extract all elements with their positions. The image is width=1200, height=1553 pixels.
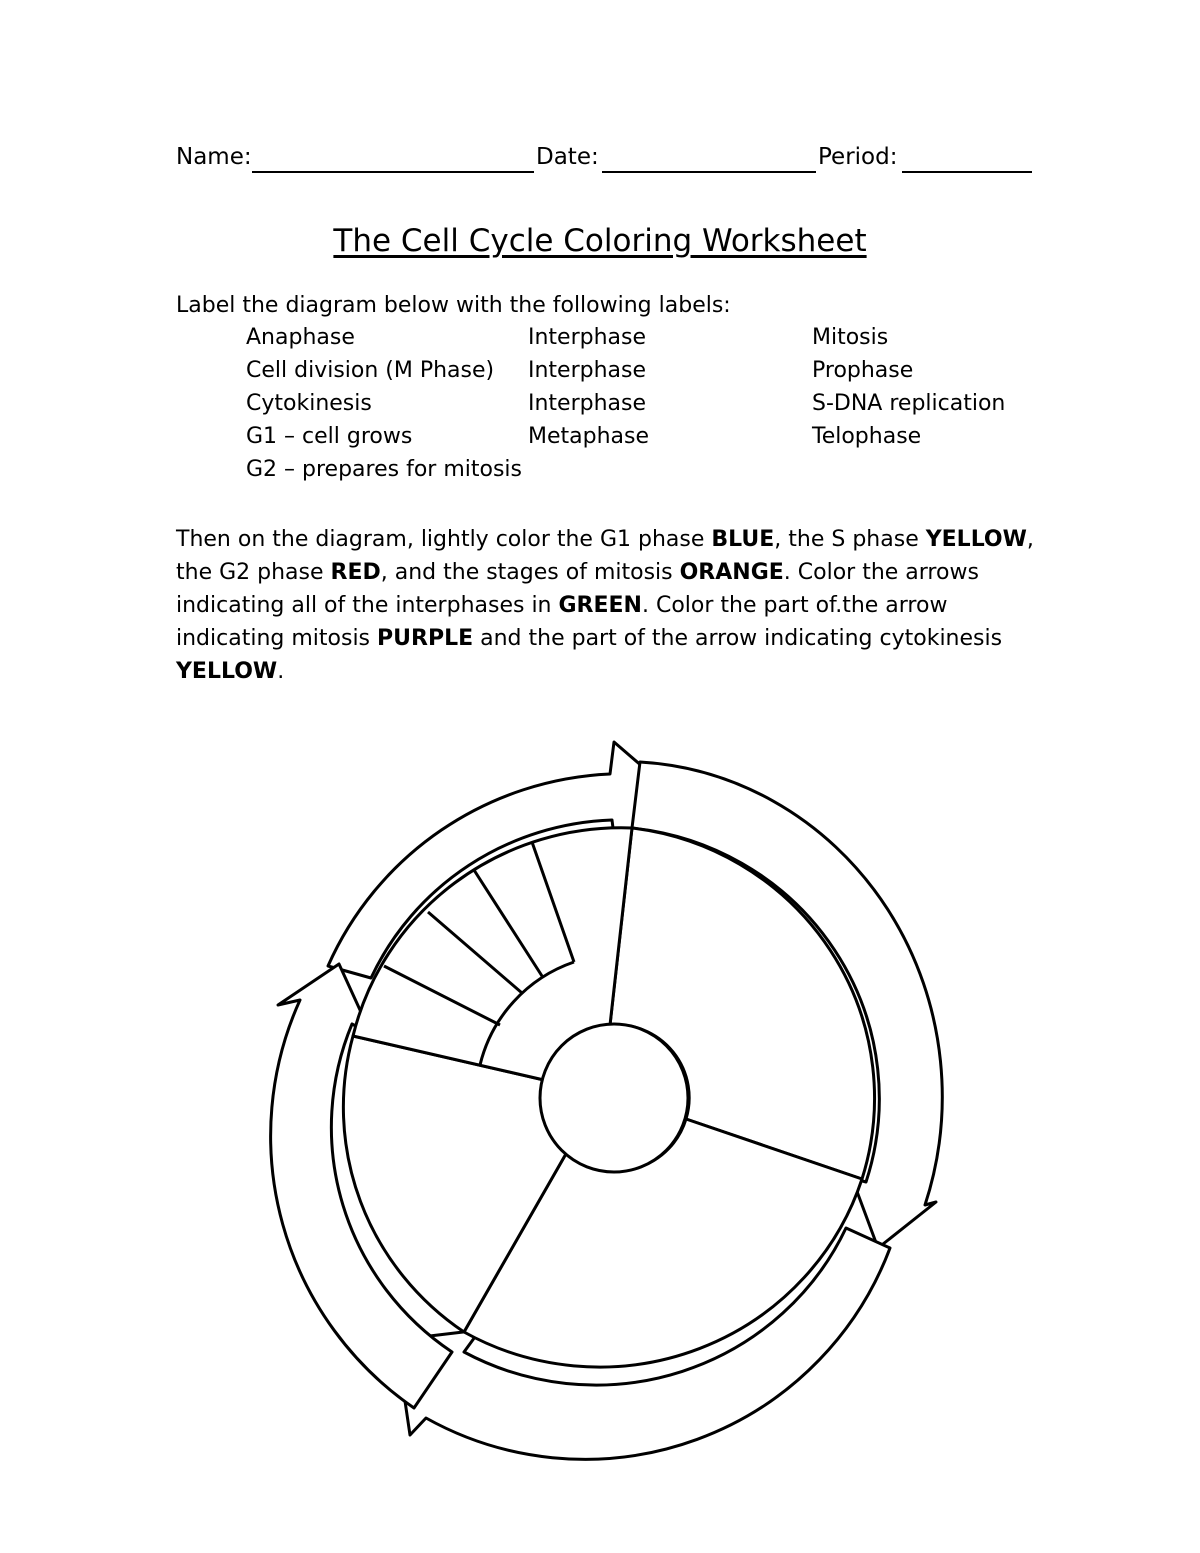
period-field[interactable] <box>902 171 1032 173</box>
label-word: Prophase <box>812 358 914 383</box>
color-word-purple: PURPLE <box>377 626 474 651</box>
instruction-text: Then on the diagram, lightly color the G1 phase <box>176 527 712 552</box>
label-word: Metaphase <box>528 424 650 449</box>
name-field[interactable] <box>252 171 534 173</box>
header-fields <box>176 140 1036 174</box>
instruction-text: , and the stages of mitosis <box>380 560 680 585</box>
label-word: Interphase <box>528 358 647 383</box>
label-word: G1 – cell grows <box>246 424 413 449</box>
page-title: The Cell Cycle Coloring Worksheet <box>333 223 867 259</box>
color-word-orange: ORANGE <box>679 560 784 585</box>
label-word: Interphase <box>528 325 647 350</box>
label-word: Interphase <box>528 391 647 416</box>
color-word-yellow: YELLOW <box>176 659 278 684</box>
name-label: Name: <box>176 144 252 170</box>
instruction-text: . Color the part of.the arrow indicating mitosis <box>176 593 948 651</box>
instruction-text: . Color the arrows indicating all of the interphases in <box>176 560 979 618</box>
label-word: Mitosis <box>812 325 889 350</box>
instruction-text: . <box>277 659 285 684</box>
label-word: S-DNA replication <box>812 391 1006 416</box>
label-word: Telophase <box>812 424 922 449</box>
date-label: Date: <box>536 144 599 170</box>
center-circle[interactable] <box>540 1024 688 1172</box>
label-word: Anaphase <box>246 325 355 350</box>
cell-cycle-diagram <box>0 700 1200 1500</box>
color-word-red: RED <box>330 560 381 585</box>
instruction-text: , the S phase <box>774 527 926 552</box>
color-word-green: GREEN <box>558 593 642 618</box>
date-field[interactable] <box>602 171 816 173</box>
label-word: Cytokinesis <box>246 391 372 416</box>
labeling-instructions: Label the diagram below with the following labels: <box>176 293 731 318</box>
color-word-blue: BLUE <box>711 527 775 552</box>
instruction-text: and the part of the arrow indicating cytokinesis <box>473 626 1003 651</box>
coloring-instructions <box>176 523 1036 688</box>
label-word: G2 – prepares for mitosis <box>246 457 522 482</box>
instruction-text: , the G2 phase <box>176 527 1034 585</box>
period-label: Period: <box>818 144 898 170</box>
color-word-yellow: YELLOW <box>925 527 1027 552</box>
label-word: Cell division (M Phase) <box>246 358 495 383</box>
label-bank <box>246 325 1046 495</box>
